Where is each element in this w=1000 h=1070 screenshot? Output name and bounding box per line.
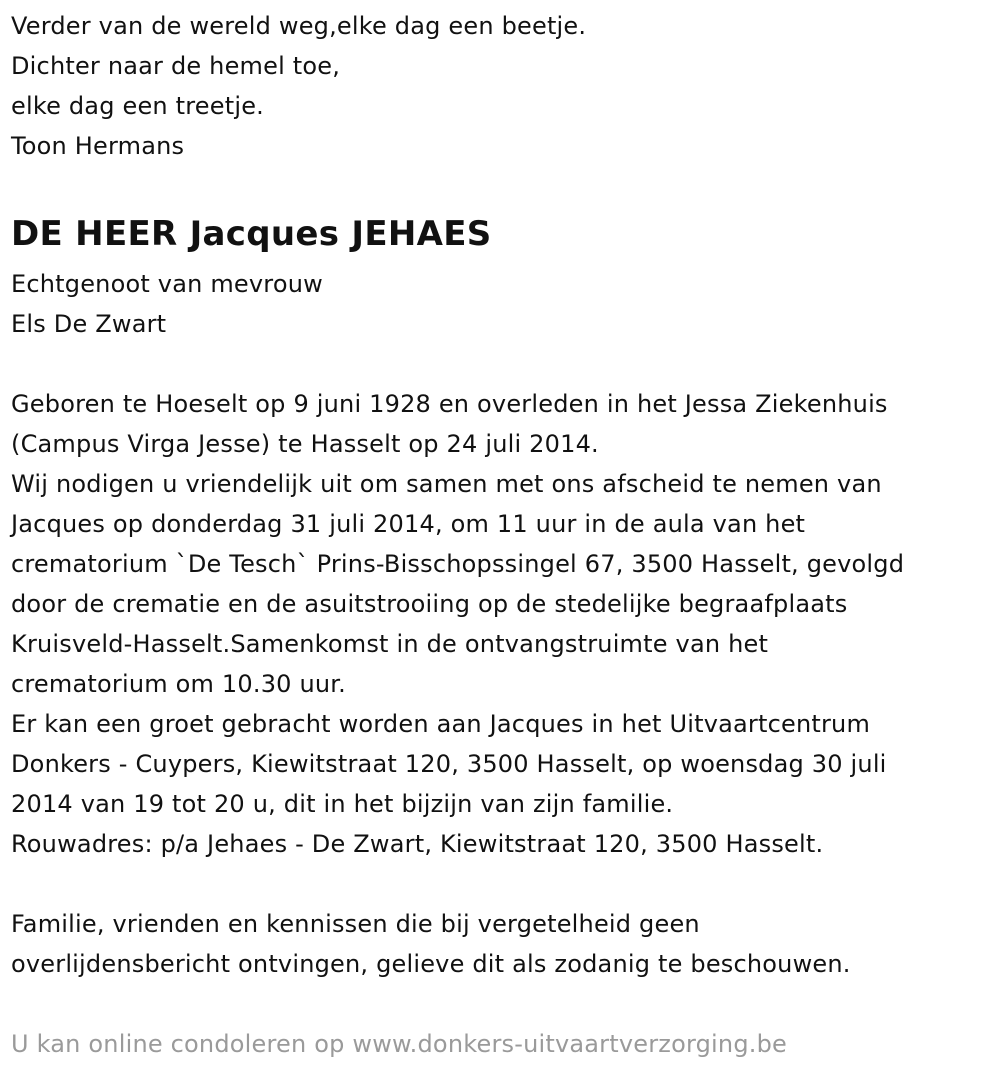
closing-block	[11, 904, 991, 984]
closing-line: Familie, vrienden en kennissen die bij vergetelheid geen	[11, 910, 700, 938]
condolence-text: U kan online condoleren op www.donkers-uitvaartverzorging.be	[11, 1030, 787, 1058]
spouse-line: Els De Zwart	[11, 310, 167, 338]
announcement-line: door de crematie en de asuitstrooiing op de stedelijke begraafplaats	[11, 590, 848, 618]
announcement-line: Jacques op donderdag 31 juli 2014, om 11 uur in de aula van het	[11, 510, 806, 538]
poem-author: Toon Hermans	[11, 132, 185, 160]
announcement-line: (Campus Virga Jesse) te Hasselt op 24 juli 2014.	[11, 430, 599, 458]
announcement-block	[11, 384, 991, 864]
poem-block	[11, 6, 991, 166]
online-condolence-note	[11, 1024, 991, 1064]
announcement-line: crematorium `De Tesch` Prins-Bisschopssingel 67, 3500 Hasselt, gevolgd	[11, 550, 905, 578]
poem-line: Dichter naar de hemel toe,	[11, 52, 341, 80]
announcement-line: Er kan een groet gebracht worden aan Jacques in het Uitvaartcentrum	[11, 710, 871, 738]
announcement-line: Geboren te Hoeselt op 9 juni 1928 en overleden in het Jessa Ziekenhuis	[11, 390, 888, 418]
announcement-line: crematorium om 10.30 uur.	[11, 670, 346, 698]
announcement-line: Donkers - Cuypers, Kiewitstraat 120, 3500 Hasselt, op woensdag 30 juli	[11, 750, 887, 778]
poem-line: elke dag een treetje.	[11, 92, 265, 120]
announcement-line: Kruisveld-Hasselt.Samenkomst in de ontvangstruimte van het	[11, 630, 769, 658]
obituary-notice	[11, 0, 991, 1064]
spouse-line: Echtgenoot van mevrouw	[11, 270, 323, 298]
announcement-line: Wij nodigen u vriendelijk uit om samen met ons afscheid te nemen van	[11, 470, 882, 498]
spouse-block	[11, 264, 991, 344]
mourning-address: Rouwadres: p/a Jehaes - De Zwart, Kiewitstraat 120, 3500 Hasselt.	[11, 830, 824, 858]
announcement-line: 2014 van 19 tot 20 u, dit in het bijzijn van zijn familie.	[11, 790, 674, 818]
poem-line: Verder van de wereld weg,elke dag een beetje.	[11, 12, 587, 40]
deceased-name: DE HEER Jacques JEHAES	[11, 214, 492, 254]
closing-line: overlijdensbericht ontvingen, gelieve dit als zodanig te beschouwen.	[11, 950, 851, 978]
